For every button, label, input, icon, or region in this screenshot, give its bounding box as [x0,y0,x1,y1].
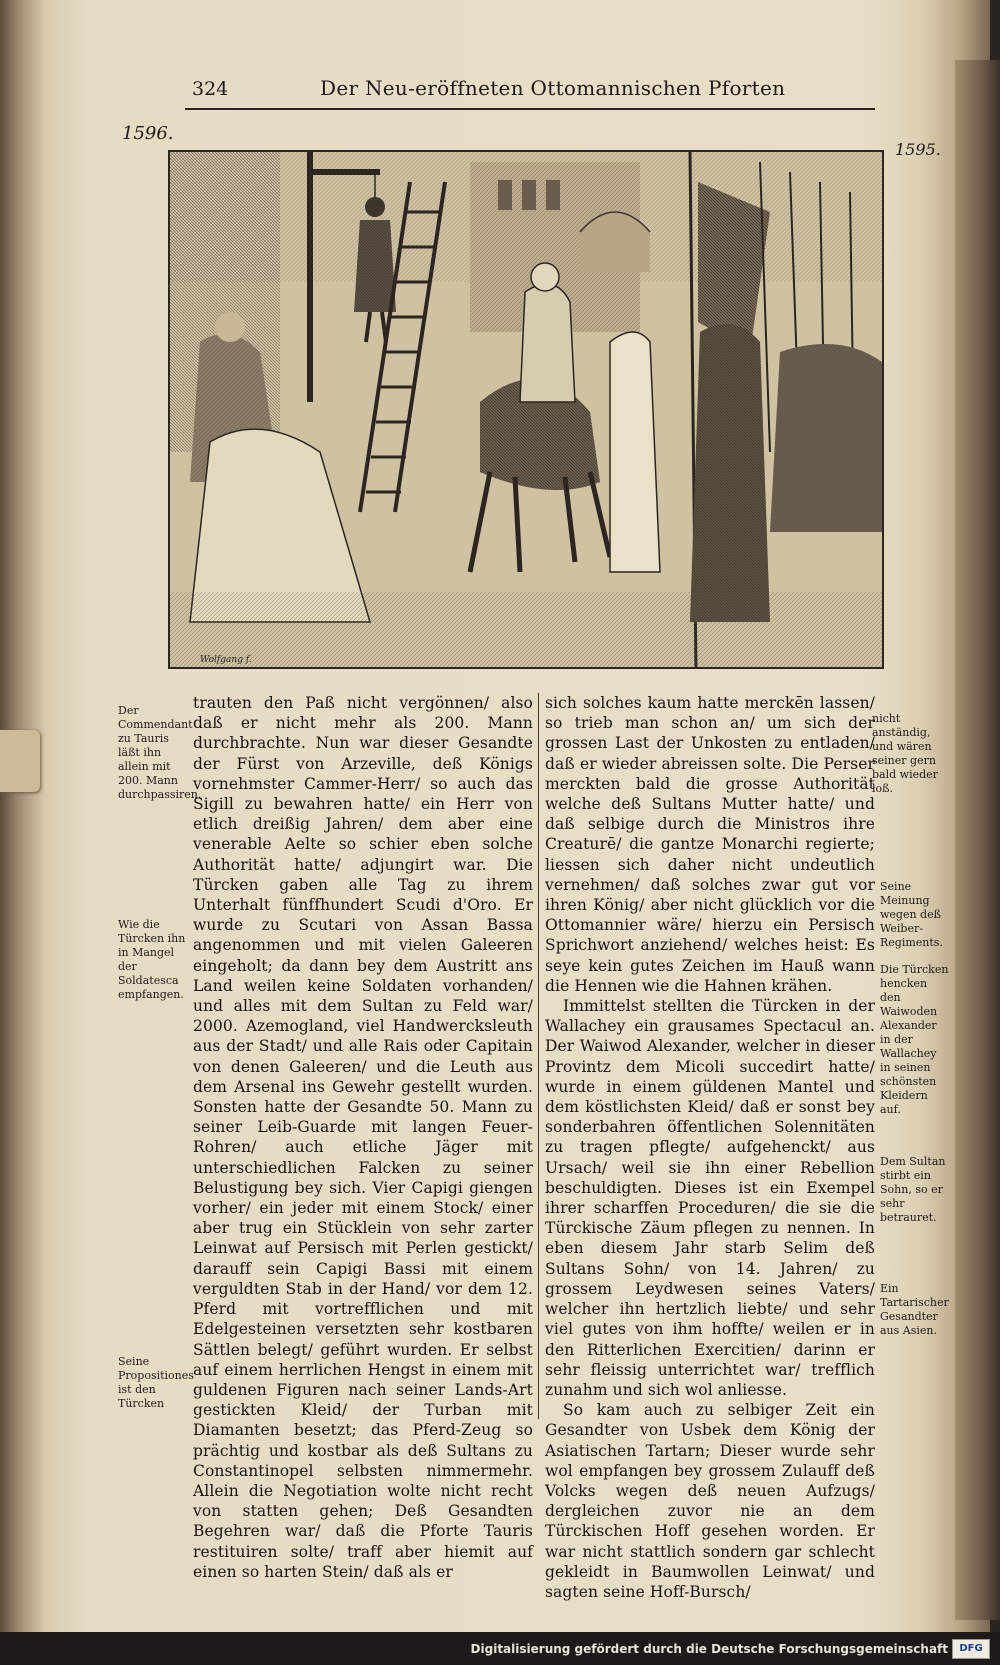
engraving-scene [170,152,882,667]
page-number: 324 [192,78,229,100]
paragraph: trauten den Paß nicht vergönnen/ also daß er nicht mehr als 200. Mann durchbrachte. Nun war dieser Gesandte der Fürst von Arzeville, deß Königs vornehmster Cammer-Herr/ so auch das Sigill zu bewahren hatte/ ein Herr von etlich dreißig Jahren/ dem aber eine venerable Aelte so schier eben solche Authorität hatte/ adjungirt war. Die Türcken gaben alle Tag zu ihrem Unterhalt fünffhundert Scudi d'Oro. Er wurde zu Scutari von Assan Bassa angenommen und mit vielen Galeeren eingeholt; da dann bey dem Austritt ans Land weilen keine Soldaten vorhanden/ und alles mit dem Sultan zu Feld war/ 2000. Azemogland, viel Handwercksleuth aus der Stadt/ und alle Rais oder Capitain von denen Galeeren/ und die Leuth aus dem Arsenal ins Gewehr gestellt wurden. Sonsten hatte der Gesandte 50. Mann zu seiner Leib-Guarde mit langen Feuer-Rohren/ auch etliche Jäger mit unterschiedlichen Falcken zu seiner Belustigung bey sich. Vier Capigi giengen vorher/ ein jeder mit einem Stock/ einer aber trug ein Stücklein von sehr zarter Leinwat auf Persisch mit Perlen gestickt/ darauff sein Capigi Bassi mit einem verguldten Stab in der Hand/ vor dem 12. Pferd mit vortrefflichen und mit Edelgesteinen versetzten sehr kostbaren Sättlen belegt/ geführt wurden. Er selbst auf einem herrlichen Hengst in einem mit guldenen Figuren nach seiner Lands-Art gestickten Kleid/ der Turban mit Diamanten besetzt; das Pferd-Zeug so prächtig und kostbar als deß Sultans zu Constantinopel selbsten nimmermehr. Allein die Negotiation wolte nicht recht von statten gehen; Deß Gesandten Begehren war/ daß die Pforte Tauris restituiren solte/ traff aber hiemit auf einen so harten Stein/ daß als er [193,694,533,1581]
footer-bar [0,1632,1000,1665]
margin-note-right-5: Ein Tartarischer Gesandter aus Asien. [880,1282,949,1337]
margin-note-right-2: Seine Meinung wegen deß Weiber-Regiments. [880,880,943,949]
margin-note-left-2: Wie die Türcken ihn in Mangel der Soldatesca empfangen. [118,918,186,1001]
margin-note-left-3: Seine Propositiones ist den Türcken [118,1355,194,1410]
header-rule [185,108,875,110]
paragraph: So kam auch zu selbiger Zeit ein Gesandter von Usbek dem König der Asiatischen Tartarn; Dieser wurde sehr wol empfangen bey grossem Zulauff deß Volcks wegen deß neuen Aufzugs/ dergleichen zuvor nie an dem Türckischen Hoff gesehen worden. Er war nicht stattlich sondern gar schlecht gekleidt in Baumwollen Leinwat/ und sagten seine Hoff-Bursch/ [545,1401,875,1601]
engraving-illustration [168,150,884,669]
year-right: 1595. [895,140,941,159]
engraver-signature: Wolfgang f. [200,655,252,665]
year-left: 1596. [122,123,174,144]
margin-note-right-3: Die Türcken hencken den Waiwoden Alexander in der Wallachey in seinen schönsten Kleidern auf. [880,963,949,1116]
margin-note-right-1: nicht anständig, und wären seiner gern bald wieder loß. [872,712,938,795]
funding-credit: Digitalisierung gefördert durch die Deutsche Forschungsgemeinschaft [470,1642,948,1656]
paragraph: Immittelst stellten die Türcken in der Wallachey ein grausames Spectacul an. Der Waiwod Alexander, welcher in dieser Provintz dem Micoli succedirt hatte/ wurde in einem güldenen Mantel und dem köstlichsten Kleid/ daß er sonst bey sonderbahren öffentlichen Solennitäten zu tragen pflegte/ aufgehenckt/ aus Ursach/ weil sie ihn einer Rebellion beschuldigten. Dieses ist ein Exempel ihrer scharffen Proceduren/ die sie die Türckische Zäum pflegen zu nennen. In eben diesem Jahr starb Selim deß Sultans Sohn/ von 14. Jahren/ zu grossem Leydwesen seines Vaters/ welcher ihn hertzlich liebte/ und sehr viel gutes von ihm hoffte/ weilen er in den Ritterlichen Exercitien/ darinn er sehr fleissig unterrichtet war/ trefflich zunahm und sich wol anliesse. [545,997,875,1399]
book-edge [955,60,1000,1620]
margin-note-left-1: Der Commendant zu Tauris läßt ihn allein mit 200. Mann durchpassiren. [118,704,202,801]
dfg-logo: DFG [952,1639,990,1659]
text-column-left [193,693,533,1582]
paragraph: sich solches kaum hatte merckēn lassen/ so trieb man schon an/ um sich der grossen Last der Unkosten zu entladen/ daß er wieder abreissen solte. Die Perser merckten bald die grosse Authorität welche deß Sultans Mutter hatte/ und daß selbige durch die Ministros ihre Creaturē/ die gantze Monarchi regierte; liessen sich daher nicht undeutlich vernehmen/ daß solches zwar gut vor ihren König/ aber nicht glücklich vor die Ottomannier wäre/ hierzu ein Persisch Sprichwort anziehend/ welches heist: Es seye kein gutes Zeichen im Hauß wann die Hennen wie die Hahnen krähen. [545,694,875,995]
margin-note-right-4: Dem Sultan stirbt ein Sohn, so er sehr betrauret. [880,1155,946,1224]
column-divider [538,693,539,1419]
page-tab-marker [0,730,40,792]
text-column-right [545,693,875,1602]
running-head: Der Neu-eröffneten Ottomannischen Pforten [320,76,786,100]
page-header [0,0,990,159]
